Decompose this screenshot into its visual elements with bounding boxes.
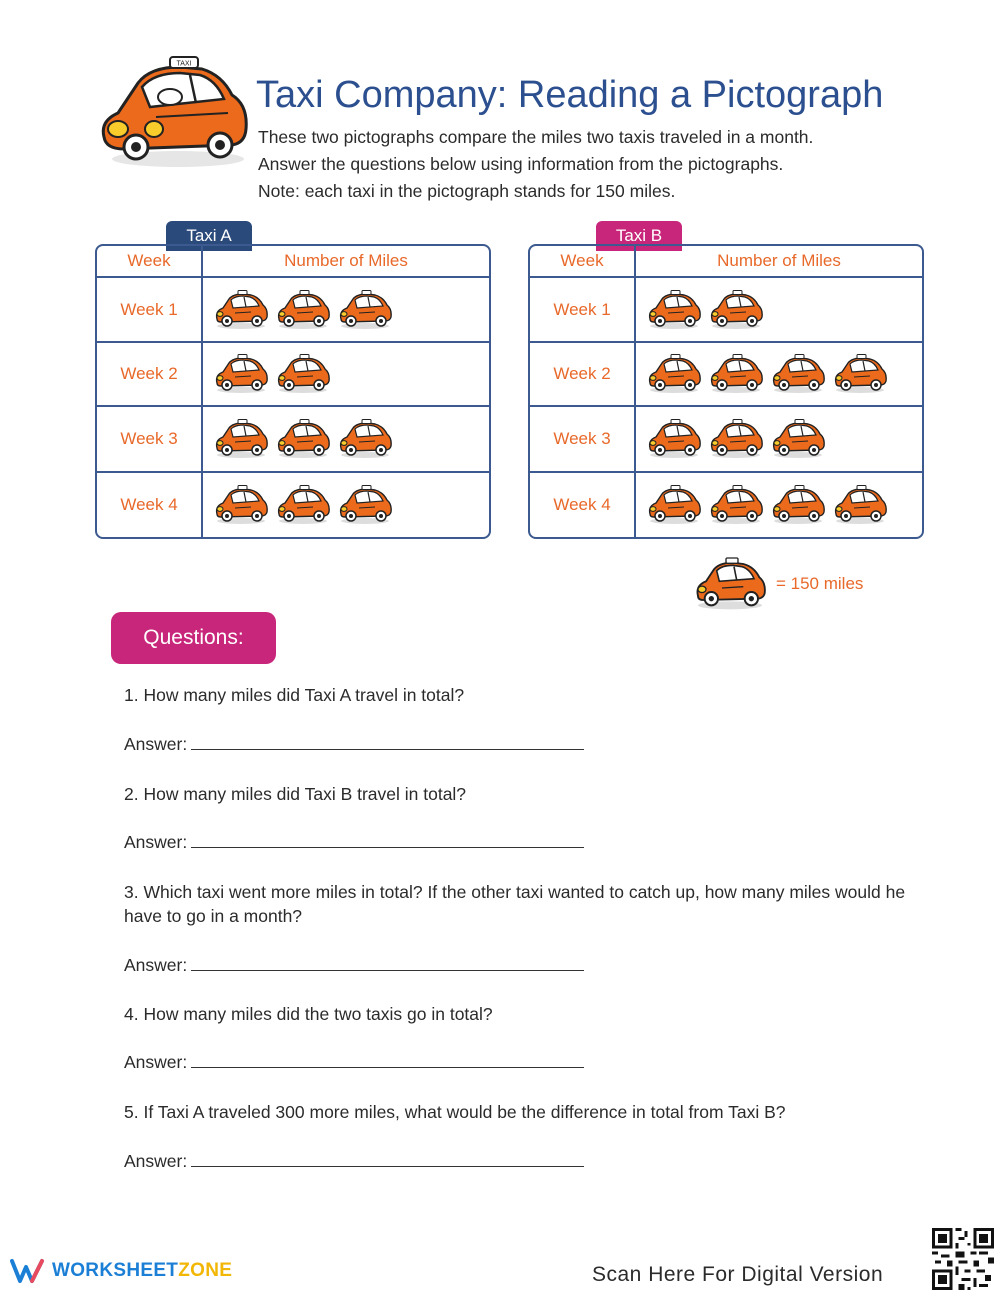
taxi-icon <box>273 418 333 460</box>
taxi-icon <box>335 418 395 460</box>
brand-name <box>52 1260 232 1282</box>
taxi-icon <box>211 353 271 395</box>
icon-cell <box>636 407 922 473</box>
taxi-icon <box>273 484 333 526</box>
taxi-icon <box>830 484 890 526</box>
column-header-week: Week <box>530 246 636 278</box>
week-label: Week 1 <box>97 278 203 343</box>
taxi-icon <box>768 418 828 460</box>
taxi-b-tab: Taxi B <box>596 221 682 251</box>
column-header-miles: Number of Miles <box>636 246 922 278</box>
taxi-icon <box>706 484 766 526</box>
answer-label: Answer: <box>124 1052 188 1072</box>
taxi-icon <box>273 289 333 331</box>
table-row <box>530 473 922 537</box>
icon-cell <box>636 278 922 343</box>
intro-line: Answer the questions below using information from the pictographs. <box>258 154 784 174</box>
scan-text: Scan Here For Digital Version <box>592 1263 884 1286</box>
taxi-icon <box>644 484 704 526</box>
table-row <box>97 473 489 537</box>
taxi-icon <box>830 353 890 395</box>
answer-line-3[interactable] <box>191 954 584 971</box>
taxi-icon <box>644 418 704 460</box>
question-1: 1. How many miles did Taxi A travel in total? <box>124 685 465 705</box>
icon-cell <box>636 473 922 537</box>
legend <box>690 556 863 612</box>
taxi-icon <box>211 289 271 331</box>
questions-header: Questions: <box>111 612 276 664</box>
intro-line: These two pictographs compare the miles two taxis traveled in a month. <box>258 127 814 147</box>
week-label: Week 4 <box>97 473 203 537</box>
taxi-icon <box>335 289 395 331</box>
answer-label: Answer: <box>124 955 188 975</box>
taxi-icon <box>273 353 333 395</box>
taxi-icon <box>644 289 704 331</box>
taxi-a-table <box>95 244 491 539</box>
answer-4 <box>124 1051 584 1073</box>
table-row <box>97 407 489 473</box>
taxi-icon <box>706 289 766 331</box>
taxi-icon <box>706 353 766 395</box>
table-row <box>97 343 489 407</box>
taxi-b-table <box>528 244 924 539</box>
column-header-miles: Number of Miles <box>203 246 489 278</box>
table-row <box>530 407 922 473</box>
taxi-icon <box>690 556 770 612</box>
taxi-icon <box>644 353 704 395</box>
taxi-icon <box>768 484 828 526</box>
icon-cell <box>203 278 489 343</box>
taxi-icon <box>335 484 395 526</box>
table-row <box>530 278 922 343</box>
answer-5 <box>124 1150 584 1172</box>
icon-cell <box>203 343 489 407</box>
week-label: Week 2 <box>530 343 636 407</box>
intro-text <box>258 124 813 205</box>
qr-code-icon[interactable] <box>932 1228 994 1290</box>
legend-text: = 150 miles <box>776 574 864 593</box>
brand-part1: WORKSHEET <box>52 1260 179 1281</box>
week-label: Week 1 <box>530 278 636 343</box>
taxi-sign-text: TAXI <box>176 60 192 68</box>
week-label: Week 2 <box>97 343 203 407</box>
answer-label: Answer: <box>124 1151 188 1171</box>
answer-3 <box>124 954 584 976</box>
table-row <box>530 343 922 407</box>
column-header-week: Week <box>97 246 203 278</box>
question-2: 2. How many miles did Taxi B travel in total? <box>124 784 467 804</box>
worksheet-zone-logo-icon <box>10 1258 46 1284</box>
taxi-icon <box>211 418 271 460</box>
taxi-icon <box>211 484 271 526</box>
answer-1 <box>124 733 584 755</box>
icon-cell <box>203 407 489 473</box>
week-label: Week 3 <box>530 407 636 473</box>
answer-label: Answer: <box>124 832 188 852</box>
question-3: 3. Which taxi went more miles in total? If the other taxi wanted to catch up, how many miles would he have to go in a month? <box>124 882 906 926</box>
question-5: 5. If Taxi A traveled 300 more miles, what would be the difference in total from Taxi B? <box>124 1102 786 1122</box>
question-4: 4. How many miles did the two taxis go in total? <box>124 1004 493 1024</box>
page-title: Taxi Company: Reading a Pictograph <box>256 74 884 116</box>
answer-line-2[interactable] <box>191 831 584 848</box>
table-row <box>97 278 489 343</box>
icon-cell <box>203 473 489 537</box>
week-label: Week 3 <box>97 407 203 473</box>
answer-line-1[interactable] <box>191 733 584 750</box>
icon-cell <box>636 343 922 407</box>
answer-line-4[interactable] <box>191 1051 584 1068</box>
footer-logo[interactable] <box>10 1258 232 1284</box>
answer-label: Answer: <box>124 734 188 754</box>
answer-line-5[interactable] <box>191 1150 584 1167</box>
taxi-icon <box>768 353 828 395</box>
taxi-a-tab: Taxi A <box>166 221 252 251</box>
taxi-cartoon-icon <box>98 55 256 173</box>
answer-2 <box>124 831 584 853</box>
brand-part2: ZONE <box>178 1260 233 1281</box>
week-label: Week 4 <box>530 473 636 537</box>
taxi-icon <box>706 418 766 460</box>
intro-line: Note: each taxi in the pictograph stands for 150 miles. <box>258 181 676 201</box>
